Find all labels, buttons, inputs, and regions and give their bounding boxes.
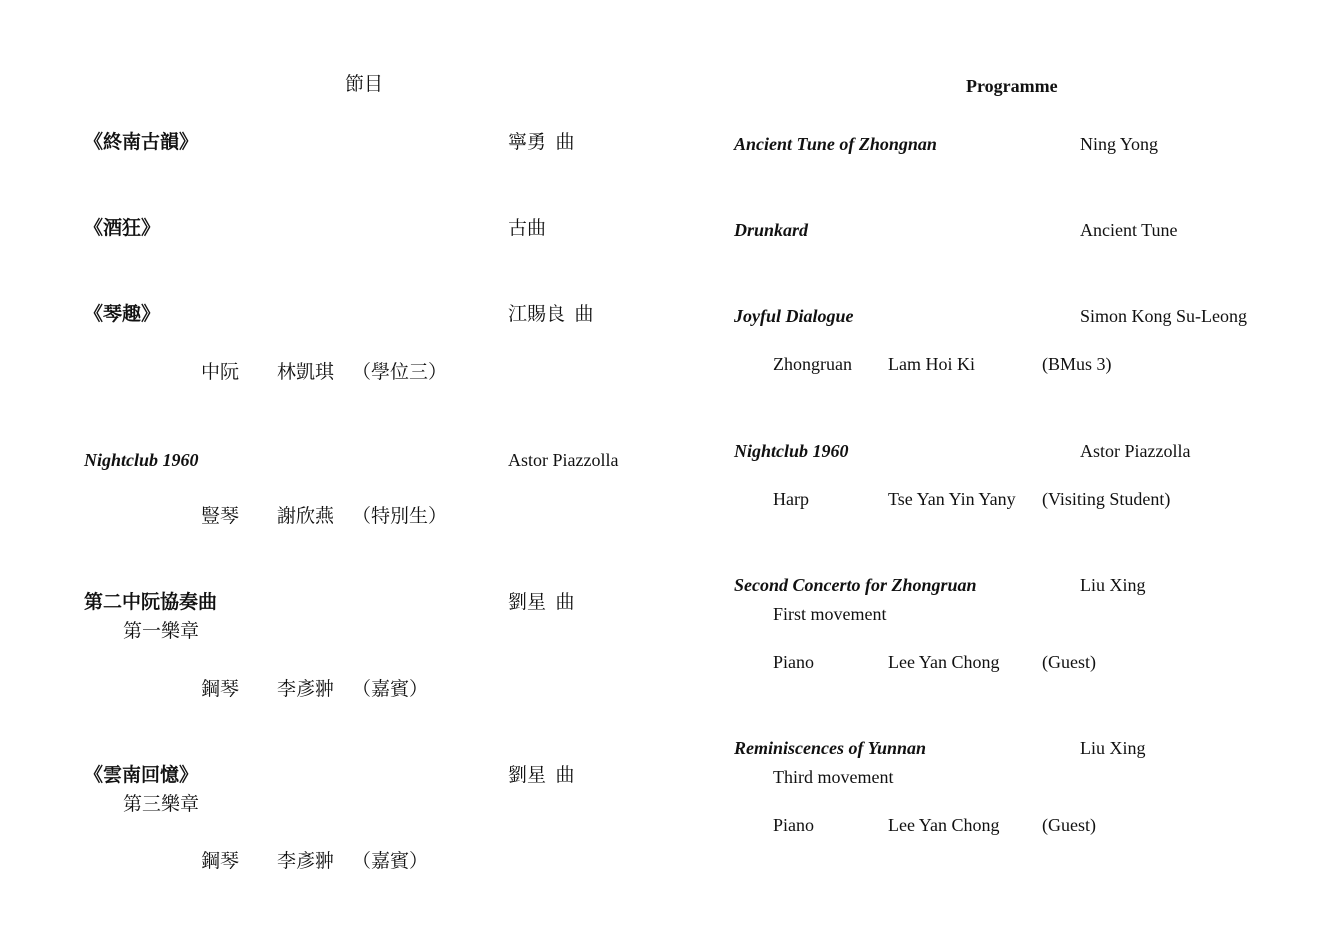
cn-item-3-instrument: 中阮 (201, 362, 240, 383)
en-item-6-performer: Lee Yan Chong (888, 815, 1000, 835)
en-item-3-composer: Simon Kong Su-Leong (1080, 306, 1248, 326)
cn-item-5-title: 第二中阮協奏曲 (84, 592, 218, 613)
cn-item-4-title: Nightclub 1960 (84, 450, 199, 470)
en-item-3-note: (BMus 3) (1042, 354, 1112, 374)
cn-item-1-title: 《終南古韻》 (84, 132, 199, 153)
en-item-5-composer: Liu Xing (1080, 575, 1146, 595)
cn-item-6-title: 《雲南回憶》 (84, 765, 199, 786)
cn-item-6-instrument: 鋼琴 (201, 851, 240, 872)
en-item-5-instrument: Piano (773, 652, 815, 672)
en-item-6-note: (Guest) (1042, 815, 1096, 835)
cn-item-6-subtitle: 第三樂章 (123, 794, 200, 815)
cn-item-3-composer: 江賜良 曲 (508, 304, 594, 325)
en-item-4-title: Nightclub 1960 (734, 441, 849, 461)
en-item-5-subtitle: First movement (773, 604, 887, 624)
en-item-6-composer: Liu Xing (1080, 738, 1146, 758)
cn-item-3-performer: 林凱琪 (277, 362, 335, 383)
en-item-6-instrument: Piano (773, 815, 815, 835)
en-item-5-performer: Lee Yan Chong (888, 652, 1000, 672)
cn-item-5-performer: 李彥翀 (277, 679, 335, 700)
en-item-6-subtitle: Third movement (773, 767, 894, 787)
en-item-3-instrument: Zhongruan (773, 354, 852, 374)
english-heading: Programme (966, 76, 1058, 96)
en-item-4-performer: Tse Yan Yin Yany (888, 489, 1016, 509)
cn-item-4-note: （特別生） (352, 506, 448, 527)
en-item-4-note: (Visiting Student) (1042, 489, 1171, 509)
en-item-2-title: Drunkard (734, 220, 809, 240)
cn-item-2-title: 《酒狂》 (84, 218, 161, 239)
en-item-4-composer: Astor Piazzolla (1080, 441, 1191, 461)
cn-item-4-instrument: 豎琴 (201, 506, 240, 527)
cn-item-2-composer: 古曲 (508, 218, 547, 239)
en-item-3-performer: Lam Hoi Ki (888, 354, 975, 374)
cn-item-6-note: （嘉賓） (352, 851, 429, 872)
en-item-3-title: Joyful Dialogue (734, 306, 854, 326)
cn-item-5-note: （嘉賓） (352, 679, 429, 700)
cn-item-6-composer: 劉星 曲 (508, 765, 575, 786)
cn-item-3-title: 《琴趣》 (84, 304, 161, 325)
en-item-1-composer: Ning Yong (1080, 134, 1159, 154)
en-item-2-composer: Ancient Tune (1080, 220, 1178, 240)
en-item-5-title: Second Concerto for Zhongruan (734, 575, 977, 595)
en-item-1-title: Ancient Tune of Zhongnan (734, 134, 937, 154)
en-item-6-title: Reminiscences of Yunnan (734, 738, 927, 758)
cn-item-5-instrument: 鋼琴 (201, 679, 240, 700)
cn-item-6-performer: 李彥翀 (277, 851, 335, 872)
en-item-4-instrument: Harp (773, 489, 809, 509)
chinese-heading: 節目 (345, 74, 384, 95)
cn-item-5-subtitle: 第一樂章 (123, 621, 200, 642)
cn-item-3-note: （學位三） (352, 362, 448, 383)
cn-item-4-performer: 謝欣燕 (277, 506, 335, 527)
cn-item-1-composer: 寧勇 曲 (508, 132, 575, 153)
en-item-5-note: (Guest) (1042, 652, 1096, 672)
cn-item-5-composer: 劉星 曲 (508, 592, 575, 613)
cn-item-4-composer: Astor Piazzolla (508, 450, 619, 470)
